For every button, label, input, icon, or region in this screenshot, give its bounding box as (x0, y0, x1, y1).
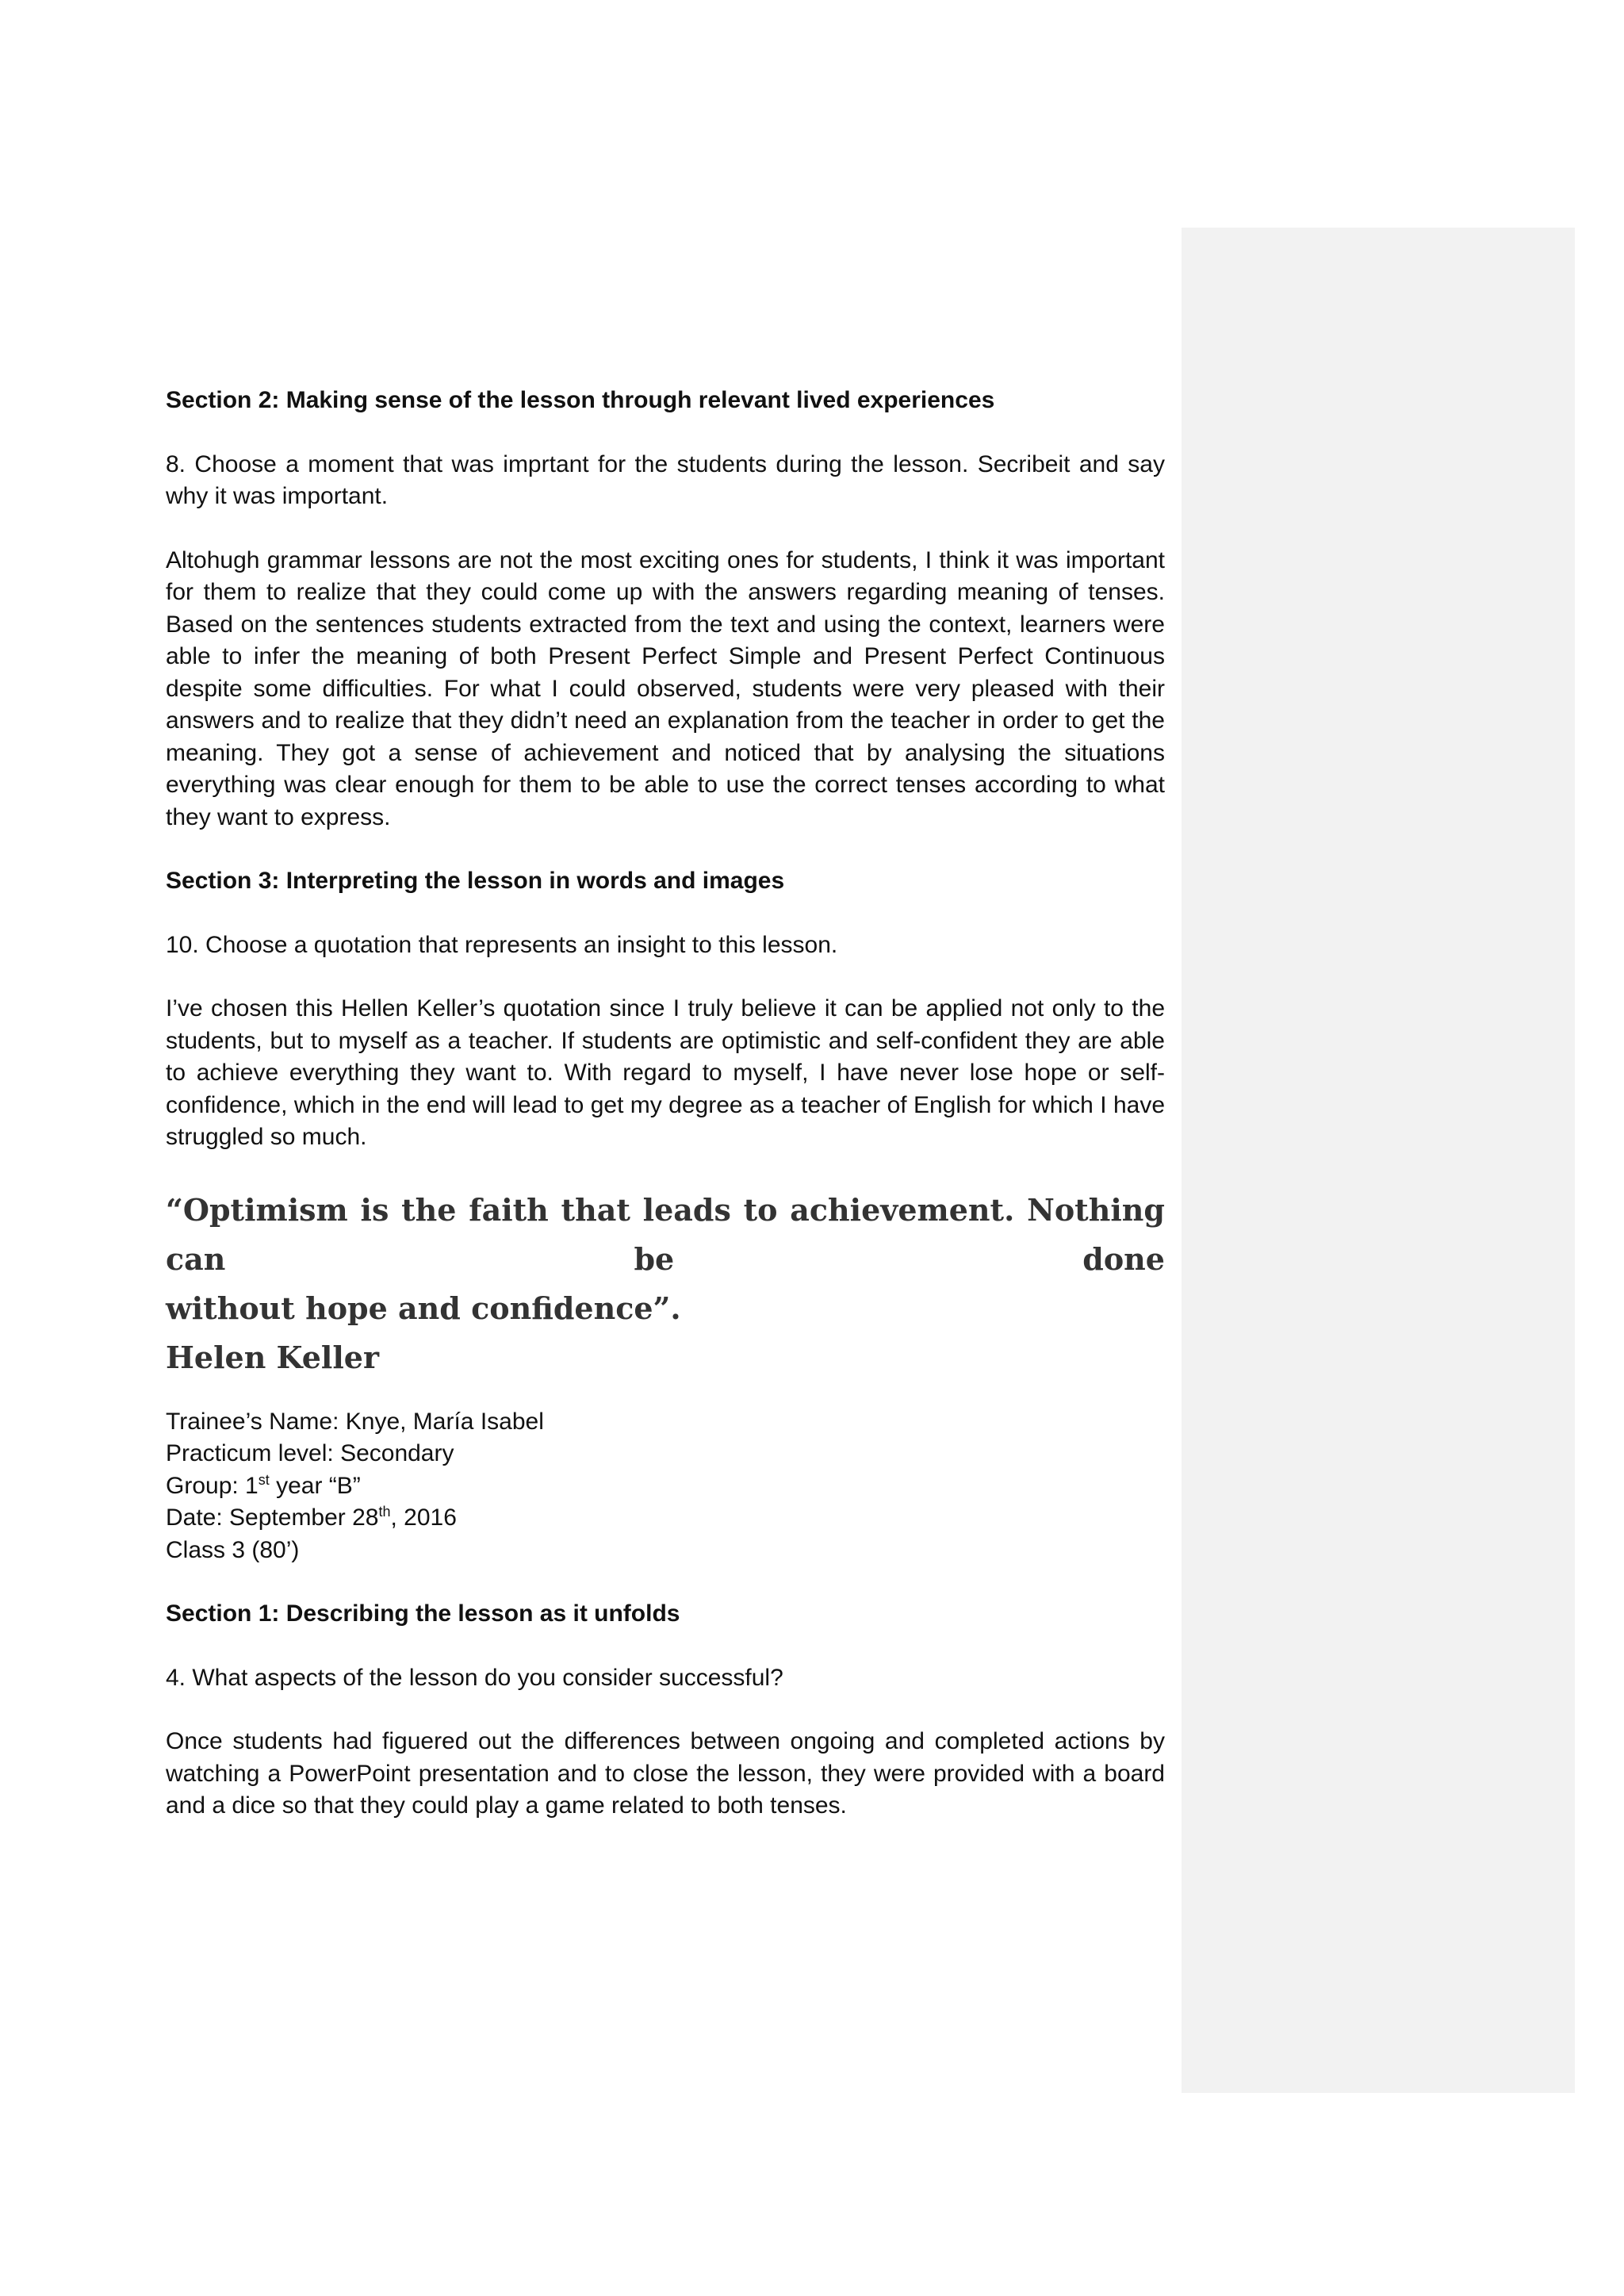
quotation-line-2: without hope and confidence”. (166, 1290, 681, 1326)
group-line (166, 1470, 1165, 1503)
quotation-author: Helen Keller (166, 1339, 379, 1375)
document-body (166, 385, 1165, 1823)
class-line: Class 3 (80’) (166, 1536, 300, 1563)
section3-question: 10. Choose a quotation that represents an insight to this lesson. (166, 931, 838, 958)
group-superscript: st (258, 1471, 270, 1488)
date-prefix: Date: September 28 (166, 1504, 379, 1531)
group-suffix: year “B” (269, 1472, 361, 1499)
section2-answer: Altohugh grammar lessons are not the most exciting ones for students, I think it was important for them to realize that they could come up with the answers regarding meaning of tenses. Based on the sentences students extracted from the text and using the context, learners were able to infer the meaning of both Present Perfect Simple and Present Perfect Continuous despite some difficulties. For what I could observed, students were very pleased with their answers and to realize that they didn’t need an explanation from the teacher in order to get the meaning. They got a sense of achievement and noticed that by analysing the situations everything was clear enough for them to be able to use the correct tenses according to what they want to express. (166, 546, 1165, 830)
date-line (166, 1502, 1165, 1535)
section2-question: 8. Choose a moment that was imprtant for the students during the lesson. Secribeit and say why it was important. (166, 450, 1165, 509)
date-suffix: , 2016 (390, 1504, 457, 1531)
section1-question: 4. What aspects of the lesson do you consider successful? (166, 1664, 783, 1691)
quotation-line-1: “Optimism is the faith that leads to achievement. Nothing can be done (166, 1191, 1165, 1277)
quotation (166, 1186, 1165, 1333)
section3-heading: Section 3: Interpreting the lesson in words and images (166, 868, 785, 894)
trainee-info-block (166, 1406, 1165, 1567)
date-superscript: th (378, 1504, 391, 1520)
comment-margin-pane (1182, 228, 1575, 2093)
section1-heading: Section 1: Describing the lesson as it unfolds (166, 1600, 680, 1627)
section3-answer: I’ve chosen this Hellen Keller’s quotation since I truly believe it can be applied not only to the students, but to myself as a teacher. If students are optimistic and self-confident they are able to achieve everything they want to. With regard to myself, I have never lose hope or self-confidence, which in the end will lead to get my degree as a teacher of English for which I have struggled so much. (166, 995, 1165, 1150)
practicum-level: Practicum level: Secondary (166, 1440, 454, 1466)
section2-heading: Section 2: Making sense of the lesson through relevant lived experiences (166, 387, 995, 413)
trainee-name: Trainee’s Name: Knye, María Isabel (166, 1408, 544, 1435)
group-prefix: Group: 1 (166, 1472, 259, 1499)
section1-answer: Once students had figuered out the differences between ongoing and completed actions by watching a PowerPoint presentation and to close the lesson, they were provided with a board and a dice so that they could play a game related to both tenses. (166, 1728, 1165, 1819)
